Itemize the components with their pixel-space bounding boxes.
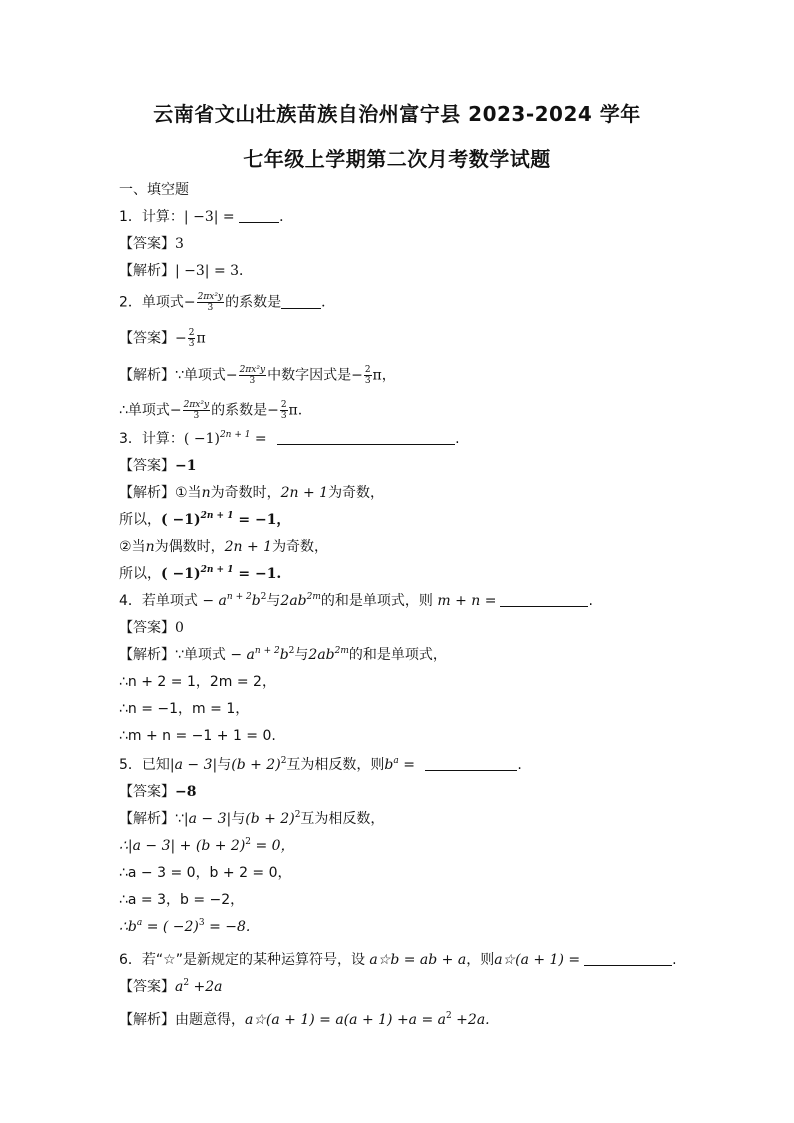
analysis-2-line-1: 【解析】∵单项式− $\frac{\text{2πx²y}}{3}$ 中数字因式是− $\frac{2}{3}$ π， [119, 365, 396, 386]
answer-blank [500, 593, 588, 607]
analysis-6: 【解析】由题意得，a☆(a + $1) = a(a + 1) +a = a^2 +2a$. [119, 1011, 490, 1028]
analysis-4-line-4: ∴m + n = −1 + 1 = 0. [119, 728, 276, 744]
answer-6: 【答案】$a^2 +2a$ [119, 978, 223, 995]
answer-blank [425, 757, 517, 771]
answer-3: 【答案】−1 [119, 458, 197, 474]
analysis-5-line-5: $\therefore b^a$ = ( −2)$^3$ = −8. [119, 918, 251, 935]
answer-2: 【答案】− $\frac{2}{3}$ π [119, 328, 206, 349]
analysis-2-line-2: ∴单项式− $\frac{\text{2πx²y}}{3}$ 的系数是− $\frac{2}{3}$ π. [119, 400, 303, 421]
answer-5: 【答案】−8 [119, 784, 197, 800]
question-2: 2．单项式− $\frac{\text{2πx²y}}{3}$ 的系数是 ． [119, 292, 336, 313]
answer-4: 【答案】0 [119, 620, 184, 636]
analysis-3-line-3: ②当n为偶数时，2n + 1为奇数， [119, 539, 329, 555]
analysis-1: 【解析】| −3| = 3． [119, 263, 254, 279]
document-title-line-2: 七年级上学期第二次月考数学试题 [243, 147, 551, 171]
question-4: 4．若单项式 − $a^{n + 2}b^2$与$2ab^{2m}$的和是单项式，则 m + n = . [119, 592, 593, 609]
analysis-4-line-1: 【解析】∵单项式 − $a^{n + 2}b^2$与$2ab^{2m}$的和是单项式， [119, 646, 447, 663]
answer-1: 【答案】3 [119, 236, 184, 252]
analysis-5-line-1: 【解析】∵|a − 3|与$(b + 2)^2$互为相反数， [119, 810, 385, 827]
answer-blank [239, 209, 279, 223]
analysis-3-line-2: 所以，( −1)$^{2n + 1}$ = −1， [119, 511, 291, 528]
answer-blank [584, 952, 672, 966]
analysis-3-line-1: 【解析】①当n为奇数时，2n + 1为奇数， [119, 485, 385, 501]
question-3: 3．计算：( −1)$^{2n + 1}$ = . [119, 430, 460, 447]
analysis-5-line-4: ∴a = 3，b = −2， [119, 892, 245, 908]
analysis-4-line-3: ∴n = −1，m = 1， [119, 701, 250, 717]
document-title-line-1: 云南省文山壮族苗族自治州富宁县 2023-2024 学年 [153, 102, 641, 126]
analysis-3-line-4: 所以，( −1)$^{2n + 1}$ = −1. [119, 565, 282, 582]
answer-blank [277, 431, 455, 445]
question-6: 6．若“☆”是新规定的某种运算符号，设 a☆b = ab + a，则a☆(a + 1) = . [119, 952, 677, 968]
question-1: 1．计算：| −3| = ． [119, 209, 294, 225]
section-heading: 一、填空题 [119, 182, 189, 198]
analysis-5-line-2: ∴|a − $3| + (b + 2)^2 = 0$， [119, 837, 295, 854]
answer-blank [281, 295, 321, 309]
analysis-4-line-2: ∴n + 2 = 1，2m = 2， [119, 674, 276, 690]
question-5: 5．已知|a − 3|与$(b + 2)^2$互为相反数，则$b^a$ = . [119, 756, 522, 773]
analysis-5-line-3: ∴a − 3 = 0，b + 2 = 0， [119, 865, 292, 881]
